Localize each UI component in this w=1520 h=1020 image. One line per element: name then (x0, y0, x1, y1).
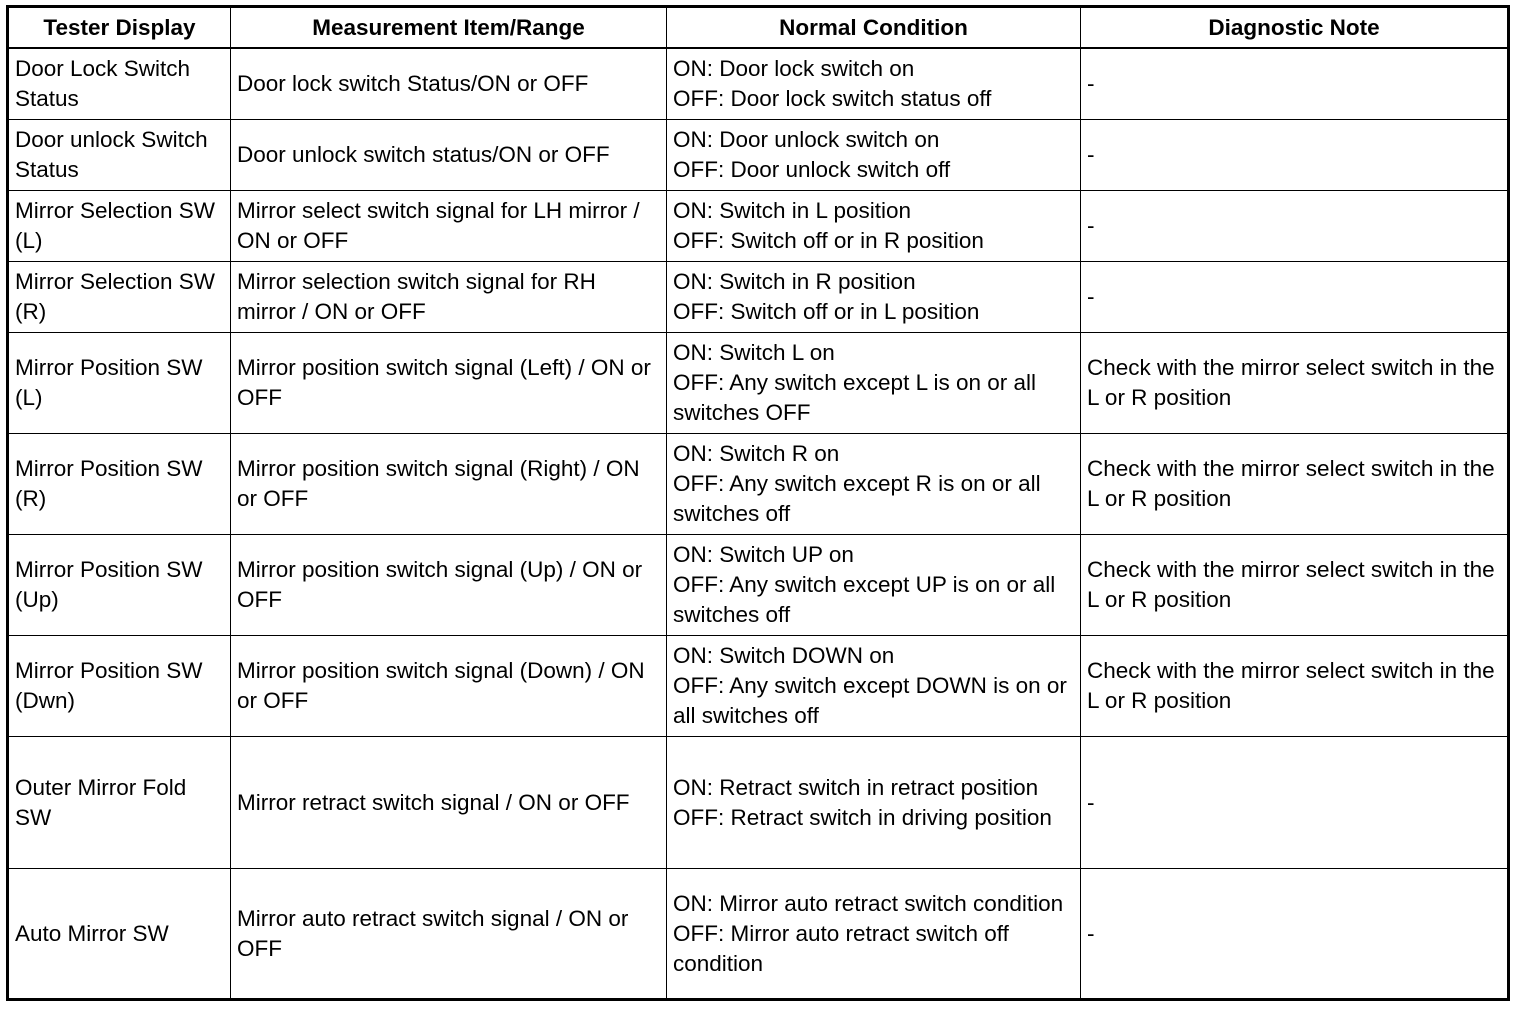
condition-on: ON: Switch in R position (673, 269, 916, 294)
cell-tester-display: Mirror Selection SW (L) (8, 191, 231, 262)
table-row (8, 636, 1509, 737)
table-row (8, 262, 1509, 333)
condition-on: ON: Door lock switch on (673, 56, 915, 81)
header-diagnostic-note: Diagnostic Note (1081, 7, 1509, 49)
condition-off: OFF: Door lock switch status off (673, 86, 992, 111)
table-row (8, 434, 1509, 535)
table-row (8, 191, 1509, 262)
cell-measurement: Mirror position switch signal (Right) / ON or OFF (231, 434, 667, 535)
header-normal-condition: Normal Condition (667, 7, 1081, 49)
cell-normal-condition (667, 636, 1081, 737)
condition-off: OFF: Mirror auto retract switch off condition (673, 920, 1009, 976)
table-row (8, 120, 1509, 191)
condition-off: OFF: Switch off or in R position (673, 228, 984, 253)
table-body (8, 48, 1509, 1000)
cell-tester-display: Mirror Position SW (R) (8, 434, 231, 535)
condition-on: ON: Mirror auto retract switch condition (673, 890, 1064, 916)
cell-measurement: Door unlock switch status/ON or OFF (231, 120, 667, 191)
cell-tester-display: Mirror Position SW (Up) (8, 535, 231, 636)
cell-diagnostic-note: - (1081, 191, 1509, 262)
condition-on: ON: Switch R on (673, 441, 840, 466)
header-measurement-item: Measurement Item/Range (231, 7, 667, 49)
cell-normal-condition (667, 535, 1081, 636)
cell-measurement: Mirror position switch signal (Left) / ON or OFF (231, 333, 667, 434)
cell-tester-display: Mirror Position SW (L) (8, 333, 231, 434)
cell-measurement: Mirror position switch signal (Up) / ON or OFF (231, 535, 667, 636)
condition-off: OFF: Any switch except L is on or all switches OFF (673, 370, 1037, 425)
cell-diagnostic-note: - (1081, 262, 1509, 333)
condition-off: OFF: Retract switch in driving position (673, 804, 1052, 830)
table-row (8, 869, 1509, 1000)
cell-normal-condition (667, 434, 1081, 535)
cell-measurement: Mirror retract switch signal / ON or OFF (231, 737, 667, 869)
condition-off: OFF: Any switch except DOWN is on or all switches off (673, 673, 1067, 728)
cell-normal-condition (667, 191, 1081, 262)
cell-measurement: Mirror auto retract switch signal / ON or OFF (231, 869, 667, 1000)
table-header (8, 7, 1509, 49)
diagnostic-table (6, 5, 1510, 1001)
cell-measurement: Mirror select switch signal for LH mirror / ON or OFF (231, 191, 667, 262)
cell-diagnostic-note: - (1081, 120, 1509, 191)
table-row (8, 48, 1509, 120)
header-tester-display: Tester Display (8, 7, 231, 49)
cell-tester-display: Door Lock Switch Status (8, 48, 231, 120)
diagnostic-table-container (6, 5, 1510, 1001)
cell-normal-condition (667, 869, 1081, 1000)
cell-measurement: Mirror selection switch signal for RH mirror / ON or OFF (231, 262, 667, 333)
cell-tester-display: Auto Mirror SW (8, 869, 231, 1000)
cell-measurement: Door lock switch Status/ON or OFF (231, 48, 667, 120)
cell-normal-condition (667, 48, 1081, 120)
condition-on: ON: Switch DOWN on (673, 643, 895, 668)
cell-normal-condition (667, 262, 1081, 333)
cell-diagnostic-note: - (1081, 737, 1509, 869)
cell-diagnostic-note: Check with the mirror select switch in the L or R position (1081, 636, 1509, 737)
cell-tester-display: Outer Mirror Fold SW (8, 737, 231, 869)
cell-measurement: Mirror position switch signal (Down) / ON or OFF (231, 636, 667, 737)
table-row (8, 535, 1509, 636)
cell-tester-display: Mirror Position SW (Dwn) (8, 636, 231, 737)
cell-normal-condition (667, 737, 1081, 869)
cell-tester-display: Mirror Selection SW (R) (8, 262, 231, 333)
cell-tester-display: Door unlock Switch Status (8, 120, 231, 191)
cell-diagnostic-note: Check with the mirror select switch in the L or R position (1081, 535, 1509, 636)
cell-diagnostic-note: - (1081, 869, 1509, 1000)
cell-diagnostic-note: Check with the mirror select switch in the L or R position (1081, 434, 1509, 535)
cell-normal-condition (667, 333, 1081, 434)
cell-diagnostic-note: Check with the mirror select switch in the L or R position (1081, 333, 1509, 434)
cell-diagnostic-note: - (1081, 48, 1509, 120)
table-row (8, 737, 1509, 869)
condition-on: ON: Door unlock switch on (673, 127, 940, 152)
condition-on: ON: Switch in L position (673, 198, 912, 223)
table-row (8, 333, 1509, 434)
condition-on: ON: Switch UP on (673, 542, 854, 567)
condition-off: OFF: Any switch except R is on or all switches off (673, 471, 1041, 526)
condition-on: ON: Switch L on (673, 340, 835, 365)
condition-on: ON: Retract switch in retract position (673, 774, 1039, 800)
condition-off: OFF: Switch off or in L position (673, 299, 980, 324)
cell-normal-condition (667, 120, 1081, 191)
condition-off: OFF: Door unlock switch off (673, 157, 951, 182)
header-row (8, 7, 1509, 49)
condition-off: OFF: Any switch except UP is on or all switches off (673, 572, 1056, 627)
